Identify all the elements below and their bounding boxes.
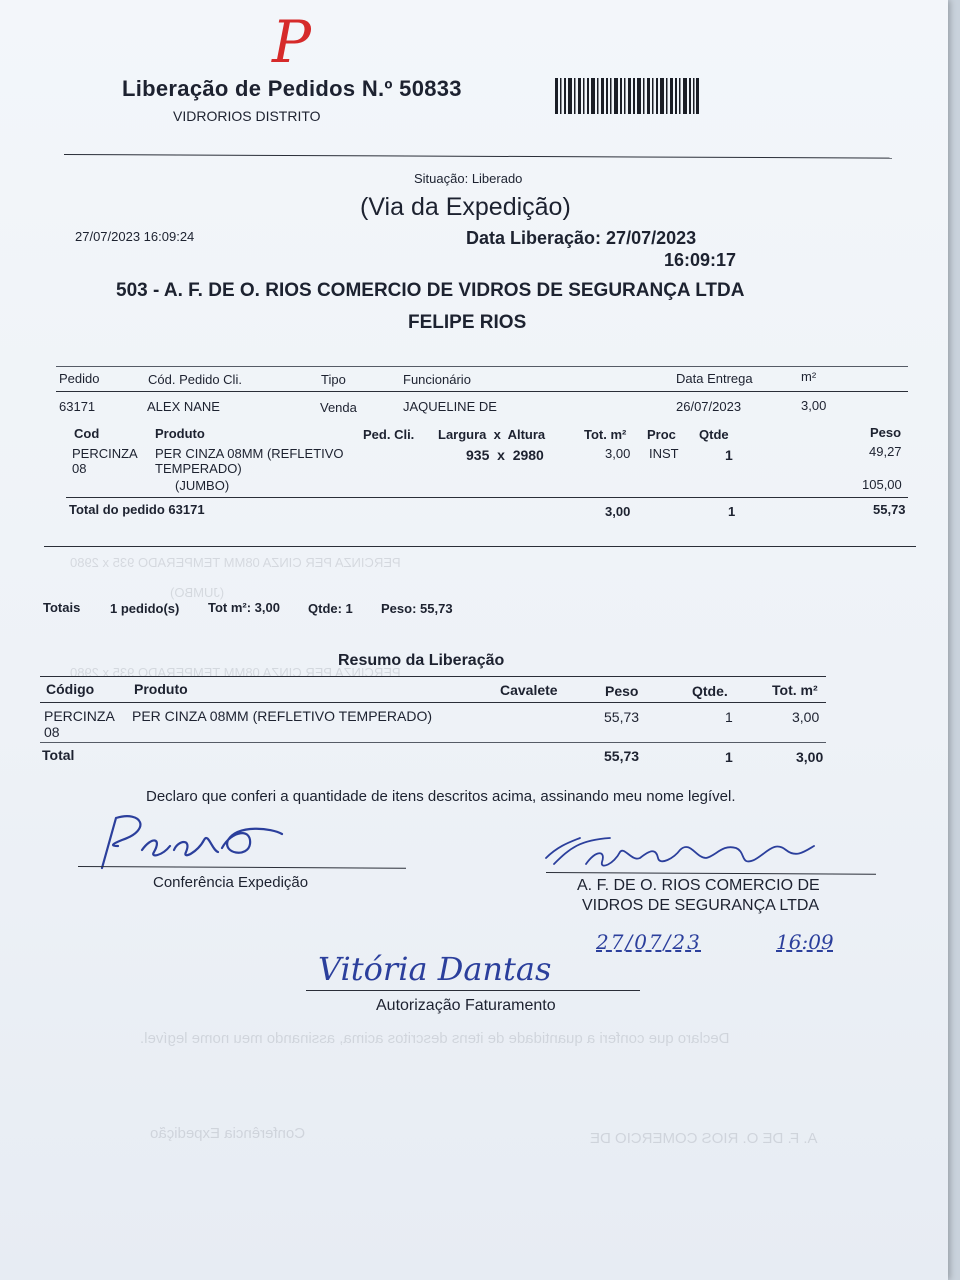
item-header-tot-m2: Tot. m² — [584, 427, 627, 442]
summary-row-codigo-line1: PERCINZA — [44, 708, 115, 724]
col-header-m2: m² — [801, 369, 817, 384]
header-divider — [64, 154, 892, 159]
summary-header-peso: Peso — [605, 683, 639, 699]
order-header-rule — [56, 391, 908, 392]
show-through-text: Conferência Expedição — [150, 1125, 306, 1142]
autorizacao-label: Autorização Faturamento — [376, 997, 556, 1014]
summary-header-tot-m2: Tot. m² — [772, 682, 818, 698]
summary-row-codigo-line2: 08 — [44, 724, 60, 740]
order-table-top-rule — [56, 366, 908, 367]
summary-total-peso: 55,73 — [604, 748, 640, 764]
col-header-cod-pedido-cli: Cód. Pedido Cli. — [148, 372, 242, 387]
client-signature-label-line1: A. F. DE O. RIOS COMERCIO DE — [577, 877, 820, 894]
totals-peso: Peso: 55,73 — [381, 601, 453, 616]
show-through-text: A. F. DE O. RIOS COMERCIO DE — [590, 1130, 818, 1147]
barcode-icon — [555, 78, 699, 114]
item-qtde: 1 — [725, 447, 733, 463]
summary-row-peso: 55,73 — [604, 709, 640, 725]
totals-tot-m2: Tot m²: 3,00 — [208, 600, 280, 615]
release-date: Data Liberação: 27/07/2023 — [466, 228, 697, 248]
item-proc: INST — [649, 446, 679, 461]
item-cod-line1: PERCINZA — [72, 446, 138, 461]
summary-header-qtde: Qtde. — [692, 683, 728, 699]
handwritten-mark: P — [272, 8, 312, 76]
client-name: 503 - A. F. DE O. RIOS COMERCIO DE VIDROS DE SEGURANÇA LTDA — [116, 280, 745, 301]
conferencia-label: Conferência Expedição — [153, 874, 309, 891]
summary-total-rule — [40, 742, 826, 743]
summary-header-produto: Produto — [134, 681, 188, 697]
col-header-funcionario: Funcionário — [403, 372, 471, 387]
order-tipo: Venda — [320, 400, 357, 415]
item-header-proc: Proc — [647, 427, 676, 442]
issuer-name: VIDRORIOS DISTRITO — [173, 108, 321, 124]
summary-row-qtde: 1 — [725, 709, 733, 725]
section-divider — [44, 546, 916, 547]
order-funcionario: JAQUELINE DE — [403, 399, 497, 414]
totals-qtde: Qtde: 1 — [308, 601, 353, 616]
handwritten-date: 27/07/23 — [596, 930, 702, 954]
summary-total-tot-m2: 3,00 — [796, 749, 824, 765]
summary-total-label: Total — [42, 747, 75, 763]
print-datetime: 27/07/2023 16:09:24 — [75, 229, 195, 244]
item-tot-m2: 3,00 — [605, 446, 631, 461]
item-header-cod: Cod — [74, 426, 100, 441]
totals-pedidos: 1 pedido(s) — [110, 601, 180, 616]
copy-label: (Via da Expedição) — [360, 193, 571, 221]
summary-row-produto: PER CINZA 08MM (REFLETIVO TEMPERADO) — [132, 708, 433, 724]
conferencia-signature-icon — [82, 810, 302, 880]
declaration-text: Declaro que conferi a quantidade de itens descritos acima, assinando meu nome legível. — [146, 788, 736, 805]
order-total-peso: 55,73 — [873, 502, 906, 517]
status-text: Situação: Liberado — [414, 171, 523, 186]
order-total-rule — [66, 497, 908, 498]
item-header-ped-cli: Ped. Cli. — [363, 427, 415, 442]
order-cod-pedido-cli: ALEX NANE — [147, 399, 220, 414]
item-header-produto: Produto — [155, 426, 205, 441]
release-time: 16:09:17 — [664, 250, 737, 270]
summary-header-cavalete: Cavalete — [500, 682, 558, 698]
summary-title: Resumo da Liberação — [338, 652, 505, 669]
item-peso-1: 49,27 — [869, 444, 902, 459]
col-header-pedido: Pedido — [59, 371, 100, 386]
order-total-qtde: 1 — [728, 504, 736, 519]
item-peso-2: 105,00 — [862, 477, 902, 492]
order-pedido: 63171 — [59, 399, 96, 414]
show-through-text: PERCINZA PER CINZA 08MM TEMPERADO 935 x 2980 — [70, 555, 401, 570]
item-produto-line1: PER CINZA 08MM (REFLETIVO — [155, 446, 344, 461]
summary-top-rule — [40, 676, 826, 677]
client-contact: FELIPE RIOS — [408, 312, 527, 333]
item-cod-line2: 08 — [72, 461, 87, 476]
summary-total-qtde: 1 — [725, 749, 733, 765]
summary-header-rule — [40, 702, 826, 703]
item-header-largura-altura: Largura x Altura — [438, 427, 546, 442]
show-through-text: (JUMBO) — [170, 585, 225, 600]
client-signature-icon — [540, 828, 830, 876]
item-dimensions: 935 x 2980 — [466, 447, 544, 463]
summary-row-tot-m2: 3,00 — [792, 709, 820, 725]
col-header-tipo: Tipo — [321, 372, 346, 387]
client-signature-label-line2: VIDROS DE SEGURANÇA LTDA — [582, 897, 820, 914]
order-data-entrega: 26/07/2023 — [676, 399, 742, 414]
totals-label: Totais — [43, 600, 81, 615]
col-header-data-entrega: Data Entrega — [676, 371, 753, 386]
show-through-text: PERCINZA PER CINZA 08MM TEMPERADO 935 x 2980 — [70, 665, 401, 680]
autorizacao-signature: Vitória Dantas — [318, 950, 552, 988]
handwritten-time: 16:09 — [776, 930, 834, 954]
item-produto-line2: TEMPERADO) — [155, 461, 242, 476]
item-header-qtde: Qtde — [699, 427, 729, 442]
autorizacao-signature-line — [306, 990, 640, 991]
item-produto-line3: (JUMBO) — [175, 478, 230, 493]
summary-header-codigo: Código — [46, 681, 95, 697]
order-total-label: Total do pedido 63171 — [69, 502, 205, 517]
document-title: Liberação de Pedidos N.º 50833 — [122, 76, 462, 101]
item-header-peso: Peso — [870, 425, 902, 440]
order-m2: 3,00 — [801, 398, 827, 413]
order-total-m2: 3,00 — [605, 504, 631, 519]
show-through-text: Declaro que conferi a quantidade de itens descritos acima, assinando meu nome legível. — [140, 1030, 730, 1047]
